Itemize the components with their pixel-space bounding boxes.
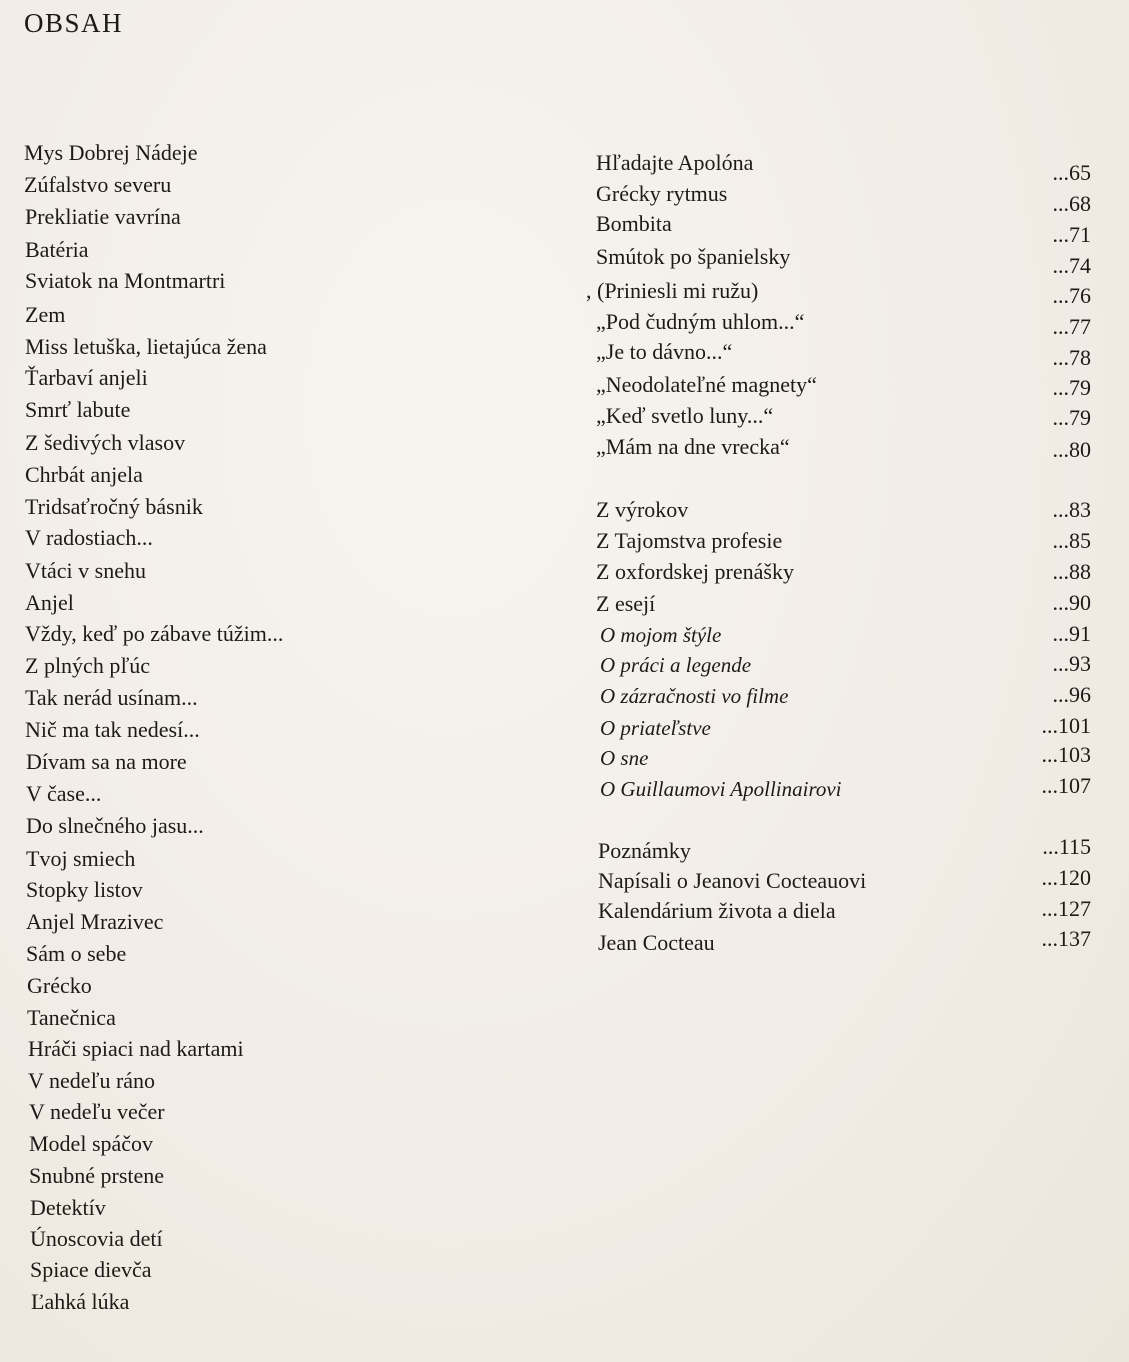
- left-entry-title: Anjel: [25, 590, 74, 615]
- right-entry-page: ...90: [1052, 590, 1091, 615]
- page-title: OBSAH: [24, 8, 124, 38]
- right-entry-title: Z Tajomstva profesie: [596, 528, 783, 553]
- right-entry-title: „Mám na dne vrecka“: [596, 434, 790, 459]
- left-entry-title: Sviatok na Montmartri: [25, 268, 226, 293]
- right-entry-title: Poznámky: [598, 838, 691, 863]
- right-entry-title: O priateľstve: [600, 716, 711, 740]
- right-entry-page: ...83: [1052, 497, 1091, 522]
- right-entry-title: „Neodolateľné magnety“: [596, 372, 817, 397]
- left-entry-title: V nedeľu večer: [29, 1099, 165, 1124]
- right-entry-page: ...107: [1041, 773, 1091, 798]
- left-entry-title: Snubné prstene: [29, 1163, 165, 1188]
- left-entry-title: Do slnečného jasu...: [26, 813, 204, 838]
- right-entry-page: ...79: [1052, 405, 1091, 430]
- right-entry-page: ...103: [1041, 742, 1091, 767]
- right-entry-page: ...71: [1052, 222, 1091, 247]
- right-entry-title: Napísali o Jeanovi Cocteauovi: [598, 868, 867, 893]
- right-entry-title: O zázračnosti vo filme: [600, 684, 789, 708]
- right-entry-page: ...74: [1052, 253, 1091, 278]
- left-entry-title: V radostiach...: [25, 525, 153, 550]
- left-entry-title: Nič ma tak nedesí...: [25, 717, 200, 742]
- right-entry-page: ...68: [1052, 191, 1091, 216]
- right-entry-title: „Keď svetlo luny...“: [596, 403, 774, 428]
- right-entry-title: Z výrokov: [596, 497, 689, 522]
- left-entry-title: Hráči spiaci nad kartami: [28, 1036, 244, 1061]
- right-entry-page: ...115: [1042, 834, 1091, 859]
- right-entry-page: ...101: [1041, 713, 1091, 738]
- right-entry-title: Jean Cocteau: [598, 930, 715, 955]
- left-entry-title: Tanečnica: [27, 1005, 116, 1030]
- right-entry-page: ...79: [1052, 375, 1091, 400]
- right-entry-title: Smútok po španielsky: [596, 244, 791, 269]
- left-entry-title: Tak nerád usínam...: [25, 685, 198, 710]
- left-entry-title: V čase...: [26, 781, 102, 806]
- right-entry-page: ...127: [1041, 896, 1091, 921]
- left-entry-title: Smrť labute: [25, 397, 131, 422]
- left-entry-title: Dívam sa na more: [26, 749, 187, 774]
- left-entry-title: Spiace dievča: [30, 1257, 152, 1282]
- right-entry-title: O práci a legende: [600, 653, 752, 677]
- right-entry-title: O Guillaumovi Apollinairovi: [600, 777, 842, 801]
- right-entry-title: Grécky rytmus: [596, 181, 728, 206]
- right-entry-page: ...96: [1052, 682, 1091, 707]
- right-entry-page: ...93: [1052, 651, 1091, 676]
- right-entry-title: Z oxfordskej prenášky: [596, 559, 794, 584]
- left-entry-title: Chrbát anjela: [25, 462, 143, 487]
- left-entry-title: Model spáčov: [29, 1131, 154, 1156]
- right-entry-title: Z esejí: [596, 591, 656, 616]
- right-entry-page: ...80: [1052, 437, 1091, 462]
- left-entry-title: Prekliatie vavrína: [25, 204, 181, 229]
- left-entry-title: Sám o sebe: [26, 941, 127, 966]
- left-entry-title: Zem: [25, 302, 66, 327]
- left-entry-title: Grécko: [27, 973, 92, 998]
- right-entry-title: Hľadajte Apolóna: [596, 150, 754, 175]
- left-entry-title: Batéria: [25, 237, 89, 262]
- right-entry-page: ...76: [1052, 283, 1091, 308]
- right-entry-page: ...120: [1041, 865, 1091, 890]
- right-entry-page: ...77: [1052, 314, 1091, 339]
- right-entry-title: , (Priniesli mi ružu): [586, 278, 759, 303]
- left-entry-title: Z plných pľúc: [25, 653, 151, 678]
- right-entry-title: Kalendárium života a diela: [598, 898, 836, 923]
- right-entry-page: ...65: [1052, 160, 1091, 185]
- right-entry-page: ...85: [1052, 528, 1091, 553]
- right-entry-page: ...91: [1052, 621, 1091, 646]
- left-entry-title: Ťarbaví anjeli: [25, 365, 148, 390]
- right-entry-title: Bombita: [596, 211, 672, 236]
- left-entry-title: Vtáci v snehu: [25, 558, 146, 583]
- right-entry-title: „Je to dávno...“: [596, 339, 733, 364]
- left-entry-title: Z šedivých vlasov: [25, 430, 186, 455]
- right-entry-title: „Pod čudným uhlom...“: [596, 309, 805, 334]
- left-entry-title: Tridsaťročný básnik: [25, 494, 203, 519]
- left-entry-title: V nedeľu ráno: [28, 1068, 156, 1093]
- right-entry-title: O sne: [600, 746, 649, 770]
- left-entry-title: Únoscovia detí: [30, 1226, 163, 1251]
- left-entry-title: Zúfalstvo severu: [24, 172, 172, 197]
- right-entry-page: ...88: [1052, 559, 1091, 584]
- left-entry-title: Ľahká lúka: [31, 1289, 130, 1314]
- left-entry-title: Miss letuška, lietajúca žena: [25, 334, 267, 359]
- right-entry-page: ...137: [1041, 926, 1091, 951]
- right-entry-page: ...78: [1052, 345, 1091, 370]
- left-entry-title: Anjel Mrazivec: [26, 909, 164, 934]
- left-entry-title: Mys Dobrej Nádeje: [24, 140, 198, 165]
- left-entry-title: Stopky listov: [26, 877, 143, 902]
- left-entry-title: Tvoj smiech: [26, 846, 136, 871]
- left-entry-title: Detektív: [30, 1195, 106, 1220]
- right-entry-title: O mojom štýle: [600, 623, 722, 647]
- left-entry-title: Vždy, keď po zábave túžim...: [25, 621, 284, 646]
